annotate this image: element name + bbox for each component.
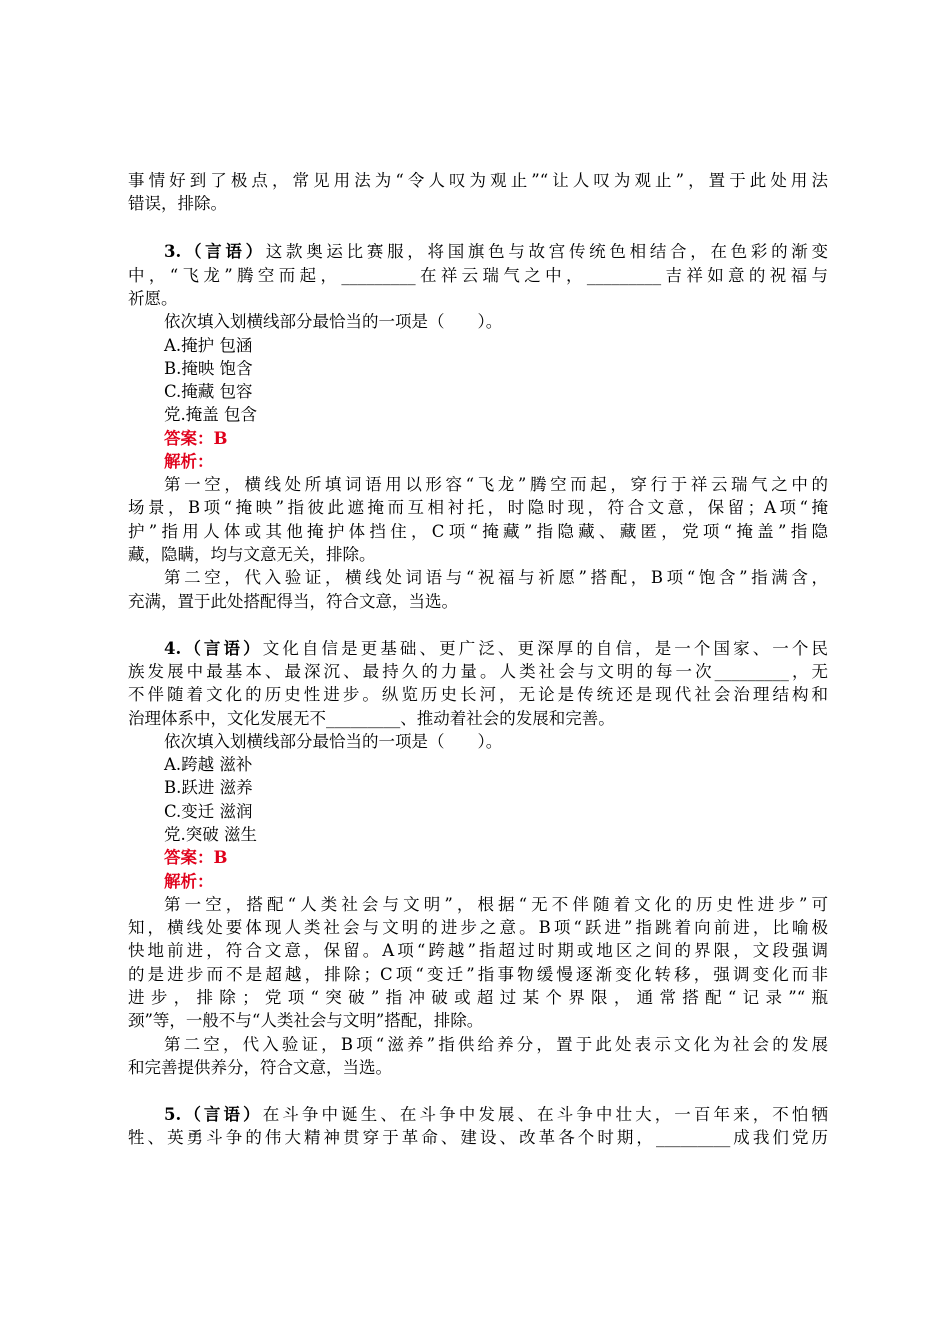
question-prompt: 依次填入划横线部分最恰当的一项是（ ）。 <box>164 732 503 751</box>
question-prompt: 依次填入划横线部分最恰当的一项是（ ）。 <box>164 312 503 331</box>
option-b: B.掩映 饱含 <box>164 359 253 378</box>
question-5-line <box>164 1104 828 1126</box>
option-a: A.掩护 包涵 <box>164 336 253 355</box>
intro-line: 错误，排除。 <box>128 194 227 213</box>
intro-line: 事情好到了极点，常见用法为“令人叹为观止”“让人叹为观止”，置于此处用法 <box>128 171 828 190</box>
answer-label: 答案：B <box>164 848 228 867</box>
analysis-line: 场景，B项“掩映”指彼此遮掩而互相衬托，时隐时现，符合文意，保留；A项“掩 <box>128 498 828 517</box>
analysis-line: 第一空，横线处所填词语用以形容“飞龙”腾空而起，穿行于祥云瑞气之中的 <box>164 475 828 494</box>
question-4-line: 治理体系中，文化发展无不_________、推动着社会的发展和完善。 <box>128 709 615 728</box>
analysis-line: 第二空，代入验证，横线处词语与“祝福与祈愿”搭配，B项“饱含”指满含， <box>164 568 828 587</box>
question-text: 这款奥运比赛服，将国旗色与故宫传统色相结合，在色彩的渐变 <box>265 242 829 261</box>
question-4-line: 不伴随着文化的历史性进步。纵览历史长河，无论是传统还是现代社会治理结构和 <box>128 685 828 704</box>
option-c: C.掩藏 包容 <box>164 382 253 401</box>
answer-label: 答案：B <box>164 429 228 448</box>
analysis-line: 进步，排除；党项“突破”指冲破或超过某个界限，通常搭配“记录”“瓶 <box>128 988 828 1007</box>
option-a: A.跨越 滋补 <box>164 755 253 774</box>
analysis-line: 藏，隐瞒，均与文意无关，排除。 <box>128 545 376 564</box>
analysis-label: 解析： <box>164 872 214 891</box>
analysis-line: 知，横线处要体现人类社会与文明的进步之意。B项“跃进”指跳着向前进，比喻极 <box>128 918 828 937</box>
question-number: 4. <box>164 639 182 658</box>
question-tag: （言语） <box>181 639 263 658</box>
option-d: 党.突破 滋生 <box>164 825 257 844</box>
question-text: 在斗争中诞生、在斗争中发展、在斗争中壮大，一百年来，不怕牺 <box>262 1105 829 1124</box>
analysis-line: 护”指用人体或其他掩护体挡住，C项“掩藏”指隐藏、藏匿，党项“掩盖”指隐 <box>128 522 828 541</box>
question-number: 5. <box>164 1105 182 1124</box>
question-number: 3. <box>164 242 182 261</box>
question-3-line: 中，“飞龙”腾空而起，_________在祥云瑞气之中，_________吉祥如意的祝福与 <box>128 266 828 285</box>
option-b: B.跃进 滋养 <box>164 778 253 797</box>
analysis-line: 第二空，代入验证，B项“滋养”指供给养分，置于此处表示文化为社会的发展 <box>164 1035 828 1054</box>
question-tag: （言语） <box>181 242 266 261</box>
analysis-label: 解析： <box>164 452 214 471</box>
question-5-line: 牲、英勇斗争的伟大精神贯穿于革命、建设、改革各个时期，_________成我们党历 <box>128 1128 828 1147</box>
question-text: 文化自信是更基础、更广泛、更深厚的自信，是一个国家、一个民 <box>262 639 829 658</box>
analysis-line: 的是进步而不是超越，排除；C项“变迁”指事物缓慢逐渐变化转移，强调变化而非 <box>128 965 828 984</box>
option-d: 党.掩盖 包含 <box>164 405 257 424</box>
question-4-line <box>164 638 828 660</box>
analysis-line: 充满，置于此处搭配得当，符合文意，当选。 <box>128 592 458 611</box>
question-4-line: 族发展中最基本、最深沉、最持久的力量。人类社会与文明的每一次_________，无 <box>128 662 828 681</box>
analysis-line: 快地前进，符合文意，保留。A项“跨越”指超过时期或地区之间的界限，文段强调 <box>128 941 828 960</box>
question-3-line: 祈愿。 <box>128 289 178 308</box>
analysis-line: 和完善提供养分，符合文意，当选。 <box>128 1058 392 1077</box>
question-tag: （言语） <box>181 1105 263 1124</box>
analysis-line: 颈”等，一般不与“人类社会与文明”搭配，排除。 <box>128 1011 484 1030</box>
option-c: C.变迁 滋润 <box>164 802 253 821</box>
analysis-line: 第一空，搭配“人类社会与文明”，根据“无不伴随着文化的历史性进步”可 <box>164 895 828 914</box>
question-3-line <box>164 241 828 263</box>
